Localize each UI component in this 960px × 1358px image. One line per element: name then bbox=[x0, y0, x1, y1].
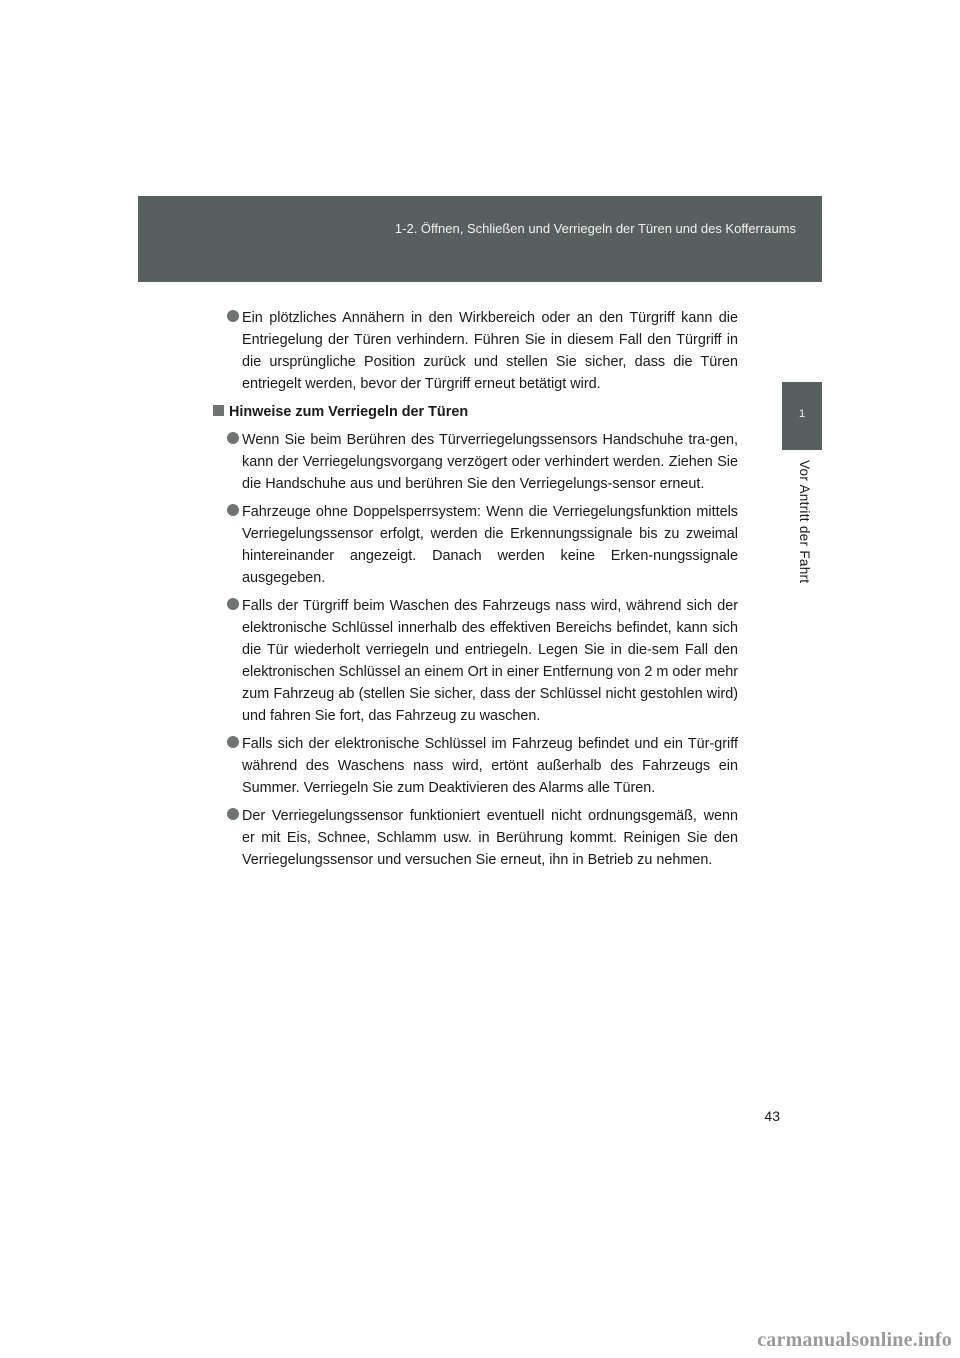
section-title: 1-2. Öffnen, Schließen und Verriegeln der Türen und des Kofferraums bbox=[394, 221, 796, 236]
page-number: 43 bbox=[764, 1108, 780, 1124]
bullet-icon bbox=[227, 504, 239, 516]
bullet-icon bbox=[227, 598, 239, 610]
list-item bbox=[212, 307, 738, 395]
list-item-text: Ein plötzliches Annähern in den Wirkbereich oder an den Türgriff kann die Entriegelung der Türen verhindern. Führen Sie in diesem Fall den Türgriff in die ursprüngliche Position zurück und stellen Sie sicher, dass die Türen entriegelt werden, bevor der Türgriff erneut betätigt wird. bbox=[242, 310, 738, 392]
list-item bbox=[212, 501, 738, 589]
section-heading: Hinweise zum Verriegeln der Türen bbox=[229, 404, 469, 420]
list-item bbox=[212, 429, 738, 495]
bullet-icon bbox=[227, 310, 239, 322]
bullet-icon bbox=[227, 432, 239, 444]
bullet-icon bbox=[227, 736, 239, 748]
list-item-text: Der Verriegelungssensor funktioniert eventuell nicht ordnungsgemäß, wenn er mit Eis, Schnee, Schlamm usw. in Berührung kommt. Reinigen Sie den Verriegelungssensor und versuchen Sie erneut, ihn in Betrieb zu nehmen. bbox=[242, 808, 738, 868]
list-item-text: Wenn Sie beim Berühren des Türverriegelungssensors Handschuhe tra-gen, kann der Verriegelungsvorgang verzögert oder verhindert werden. Ziehen Sie die Handschuhe aus und berühren Sie den Verriegelungs-sensor erneut. bbox=[242, 432, 738, 492]
section-header-band bbox=[138, 196, 822, 282]
bullet-icon bbox=[227, 808, 239, 820]
square-bullet-icon bbox=[213, 405, 224, 416]
chapter-title: Vor Antritt der Fahrt bbox=[797, 460, 812, 584]
list-item bbox=[212, 595, 738, 727]
chapter-tab bbox=[782, 382, 822, 450]
list-item bbox=[212, 805, 738, 871]
watermark: carmanualsonline.info bbox=[757, 1329, 952, 1351]
list-item-text: Falls sich der elektronische Schlüssel im Fahrzeug befindet und ein Tür-griff während des Waschens nass wird, ertönt außerhalb des Fahrzeugs ein Summer. Verriegeln Sie zum Deaktivieren des Alarms alle Türen. bbox=[242, 736, 738, 796]
section-heading-row bbox=[212, 401, 738, 423]
chapter-number: 1 bbox=[798, 408, 806, 420]
page-content bbox=[212, 307, 738, 877]
list-item-text: Falls der Türgriff beim Waschen des Fahrzeugs nass wird, während sich der elektronische Schlüssel innerhalb des effektiven Bereichs befindet, kann sich die Tür wiederholt verriegeln und entriegeln. Legen Sie in die-sem Fall den elektronischen Schlüssel an einem Ort in einer Entfernung von 2 m oder mehr zum Fahrzeug ab (stellen Sie sicher, dass der Schlüssel nicht gestohlen wird) und fahren Sie fort, das Fahrzeug zu waschen. bbox=[242, 598, 738, 724]
list-item-text: Fahrzeuge ohne Doppelsperrsystem: Wenn die Verriegelungsfunktion mittels Verriegelungssensor erfolgt, werden die Erkennungssignale bis zu zweimal hintereinander angezeigt. Danach werden keine Erken-nungssignale ausgegeben. bbox=[242, 504, 738, 586]
list-item bbox=[212, 733, 738, 799]
